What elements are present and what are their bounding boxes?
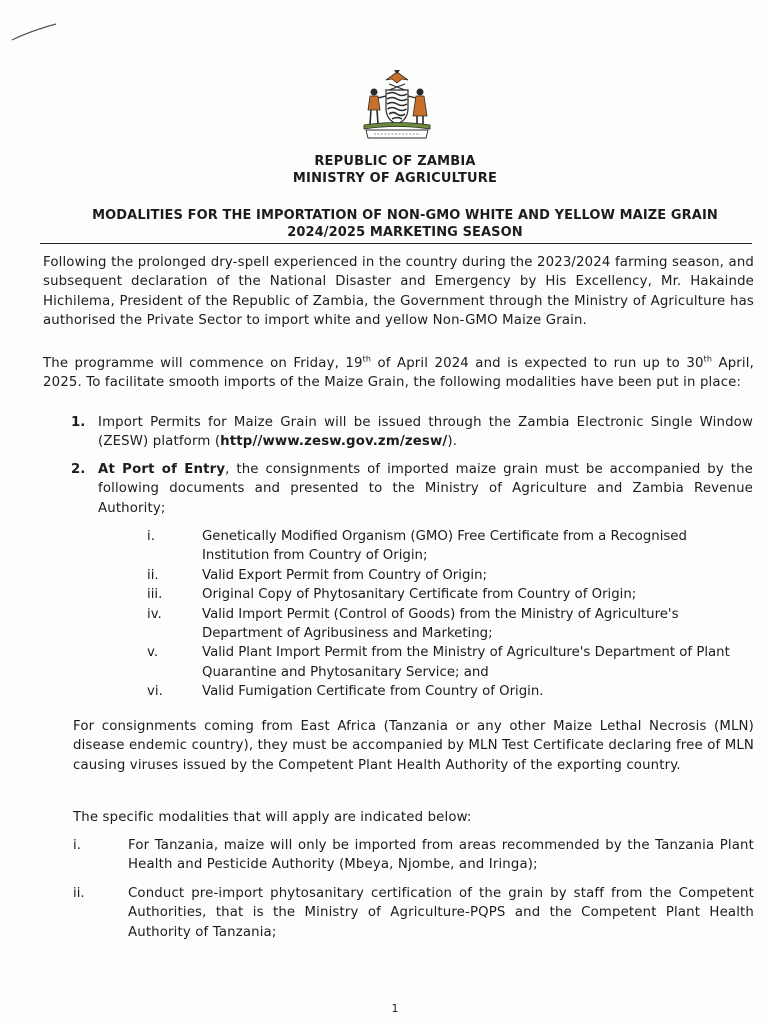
list-item [73, 836, 754, 875]
list-item [147, 566, 747, 585]
letterhead [0, 153, 768, 187]
pen-stroke-icon [10, 22, 60, 44]
list-item [147, 585, 747, 604]
list-numeral: v. [147, 645, 159, 661]
list-item [147, 527, 747, 566]
list-text: Original Copy of Phytosanitary Certificate from Country of Origin; [202, 587, 637, 603]
item-text [98, 413, 753, 452]
list-item [147, 643, 747, 682]
programme-text-1: The programme will commence on Friday, 19 [43, 356, 363, 371]
paragraph-programme [43, 354, 754, 393]
title-line-1: MODALITIES FOR THE IMPORTATION OF NON-GMO WHITE AND YELLOW MAIZE GRAIN [92, 208, 718, 223]
ordinal-suffix-1: th [362, 354, 372, 364]
zambia-coat-of-arms-icon [356, 68, 438, 140]
item-number: 2. [71, 462, 86, 477]
list-numeral: ii. [147, 567, 159, 583]
title-underline [40, 243, 752, 244]
list-numeral: vi. [147, 684, 163, 700]
list-numeral: ii. [73, 885, 85, 901]
list-item [147, 682, 747, 701]
paragraph-mln: For consignments coming from East Africa (Tanzania or any other Maize Lethal Necrosis (MLN) disease endemic country), they must be accompanied by MLN Test Certificate declaring free of MLN causing viruses issued by the Competent Plant Health Authority of the exporting country. [73, 719, 754, 773]
document-title [45, 207, 765, 241]
list-text: Valid Plant Import Permit from the Ministry of Agriculture's Department of Plant Quarantine and Phytosanitary Service; and [202, 645, 730, 680]
republic-heading: REPUBLIC OF ZAMBIA [314, 154, 476, 169]
list-numeral: i. [73, 838, 81, 853]
item-text-after: ). [447, 434, 458, 450]
required-documents-list [147, 527, 747, 702]
item-bold-lead: At Port of Entry [98, 462, 226, 477]
list-item [73, 884, 754, 942]
ordinal-suffix-2: th [703, 354, 713, 364]
programme-text-2: of April 2024 and is expected to run up to 30 [371, 356, 704, 371]
item-text [98, 460, 753, 518]
list-numeral: i. [147, 529, 155, 544]
item-text-before: Import Permits for Maize Grain will be issued through the Zambia Electronic Single Window (ZESW) platform ( [98, 415, 753, 450]
list-text: For Tanzania, maize will only be imported from areas recommended by the Tanzania Plant Health and Pesticide Authority (Mbeya, Njombe, and Iringa); [128, 838, 754, 873]
title-line-2: 2024/2025 MARKETING SEASON [287, 225, 523, 240]
list-text: Valid Export Permit from Country of Origin; [202, 567, 487, 583]
zesw-link[interactable]: http//www.zesw.gov.zm/zesw/ [220, 434, 448, 450]
list-item [147, 605, 747, 644]
ministry-heading: MINISTRY OF AGRICULTURE [292, 171, 498, 186]
paragraph-intro: Following the prolonged dry-spell experienced in the country during the 2023/2024 farming season, and subsequent declaration of the National Disaster and Emergency by His Excellency, Mr. Hakainde Hichilema, President of the Republic of Zambia, the Government through the Ministry of Agriculture has authorised the Private Sector to import white and yellow Non-GMO Maize Grain. [43, 255, 754, 329]
paragraph-specific-intro: The specific modalities that will apply are indicated below: [73, 810, 472, 825]
item-text-body: , the consignments of imported maize grain must be accompanied by the following documents and presented to the Ministry of Agriculture and Zambia Revenue Authority; [98, 462, 753, 516]
page-number: 1 [391, 1002, 399, 1015]
list-text: Valid Import Permit (Control of Goods) from the Ministry of Agriculture's Department of Agribusiness and Marketing; [202, 606, 679, 642]
list-text: Genetically Modified Organism (GMO) Free Certificate from a Recognised Institution from Country of Origin; [202, 529, 687, 564]
list-text: Conduct pre-import phytosanitary certification of the grain by staff from the Competent Authorities, that is the Ministry of Agriculture-PQPS and the Competent Plant Health Authority of Tanzania; [128, 885, 754, 940]
item-number: 1. [71, 415, 86, 430]
programme-text-3: April, 2025. To facilitate smooth imports of the Maize Grain, the following modalities have been put in place: [43, 356, 754, 391]
list-numeral: iv. [147, 606, 162, 622]
list-numeral: iii. [147, 587, 163, 603]
list-text: Valid Fumigation Certificate from Country of Origin. [202, 684, 544, 700]
specific-modalities-list [73, 836, 754, 951]
